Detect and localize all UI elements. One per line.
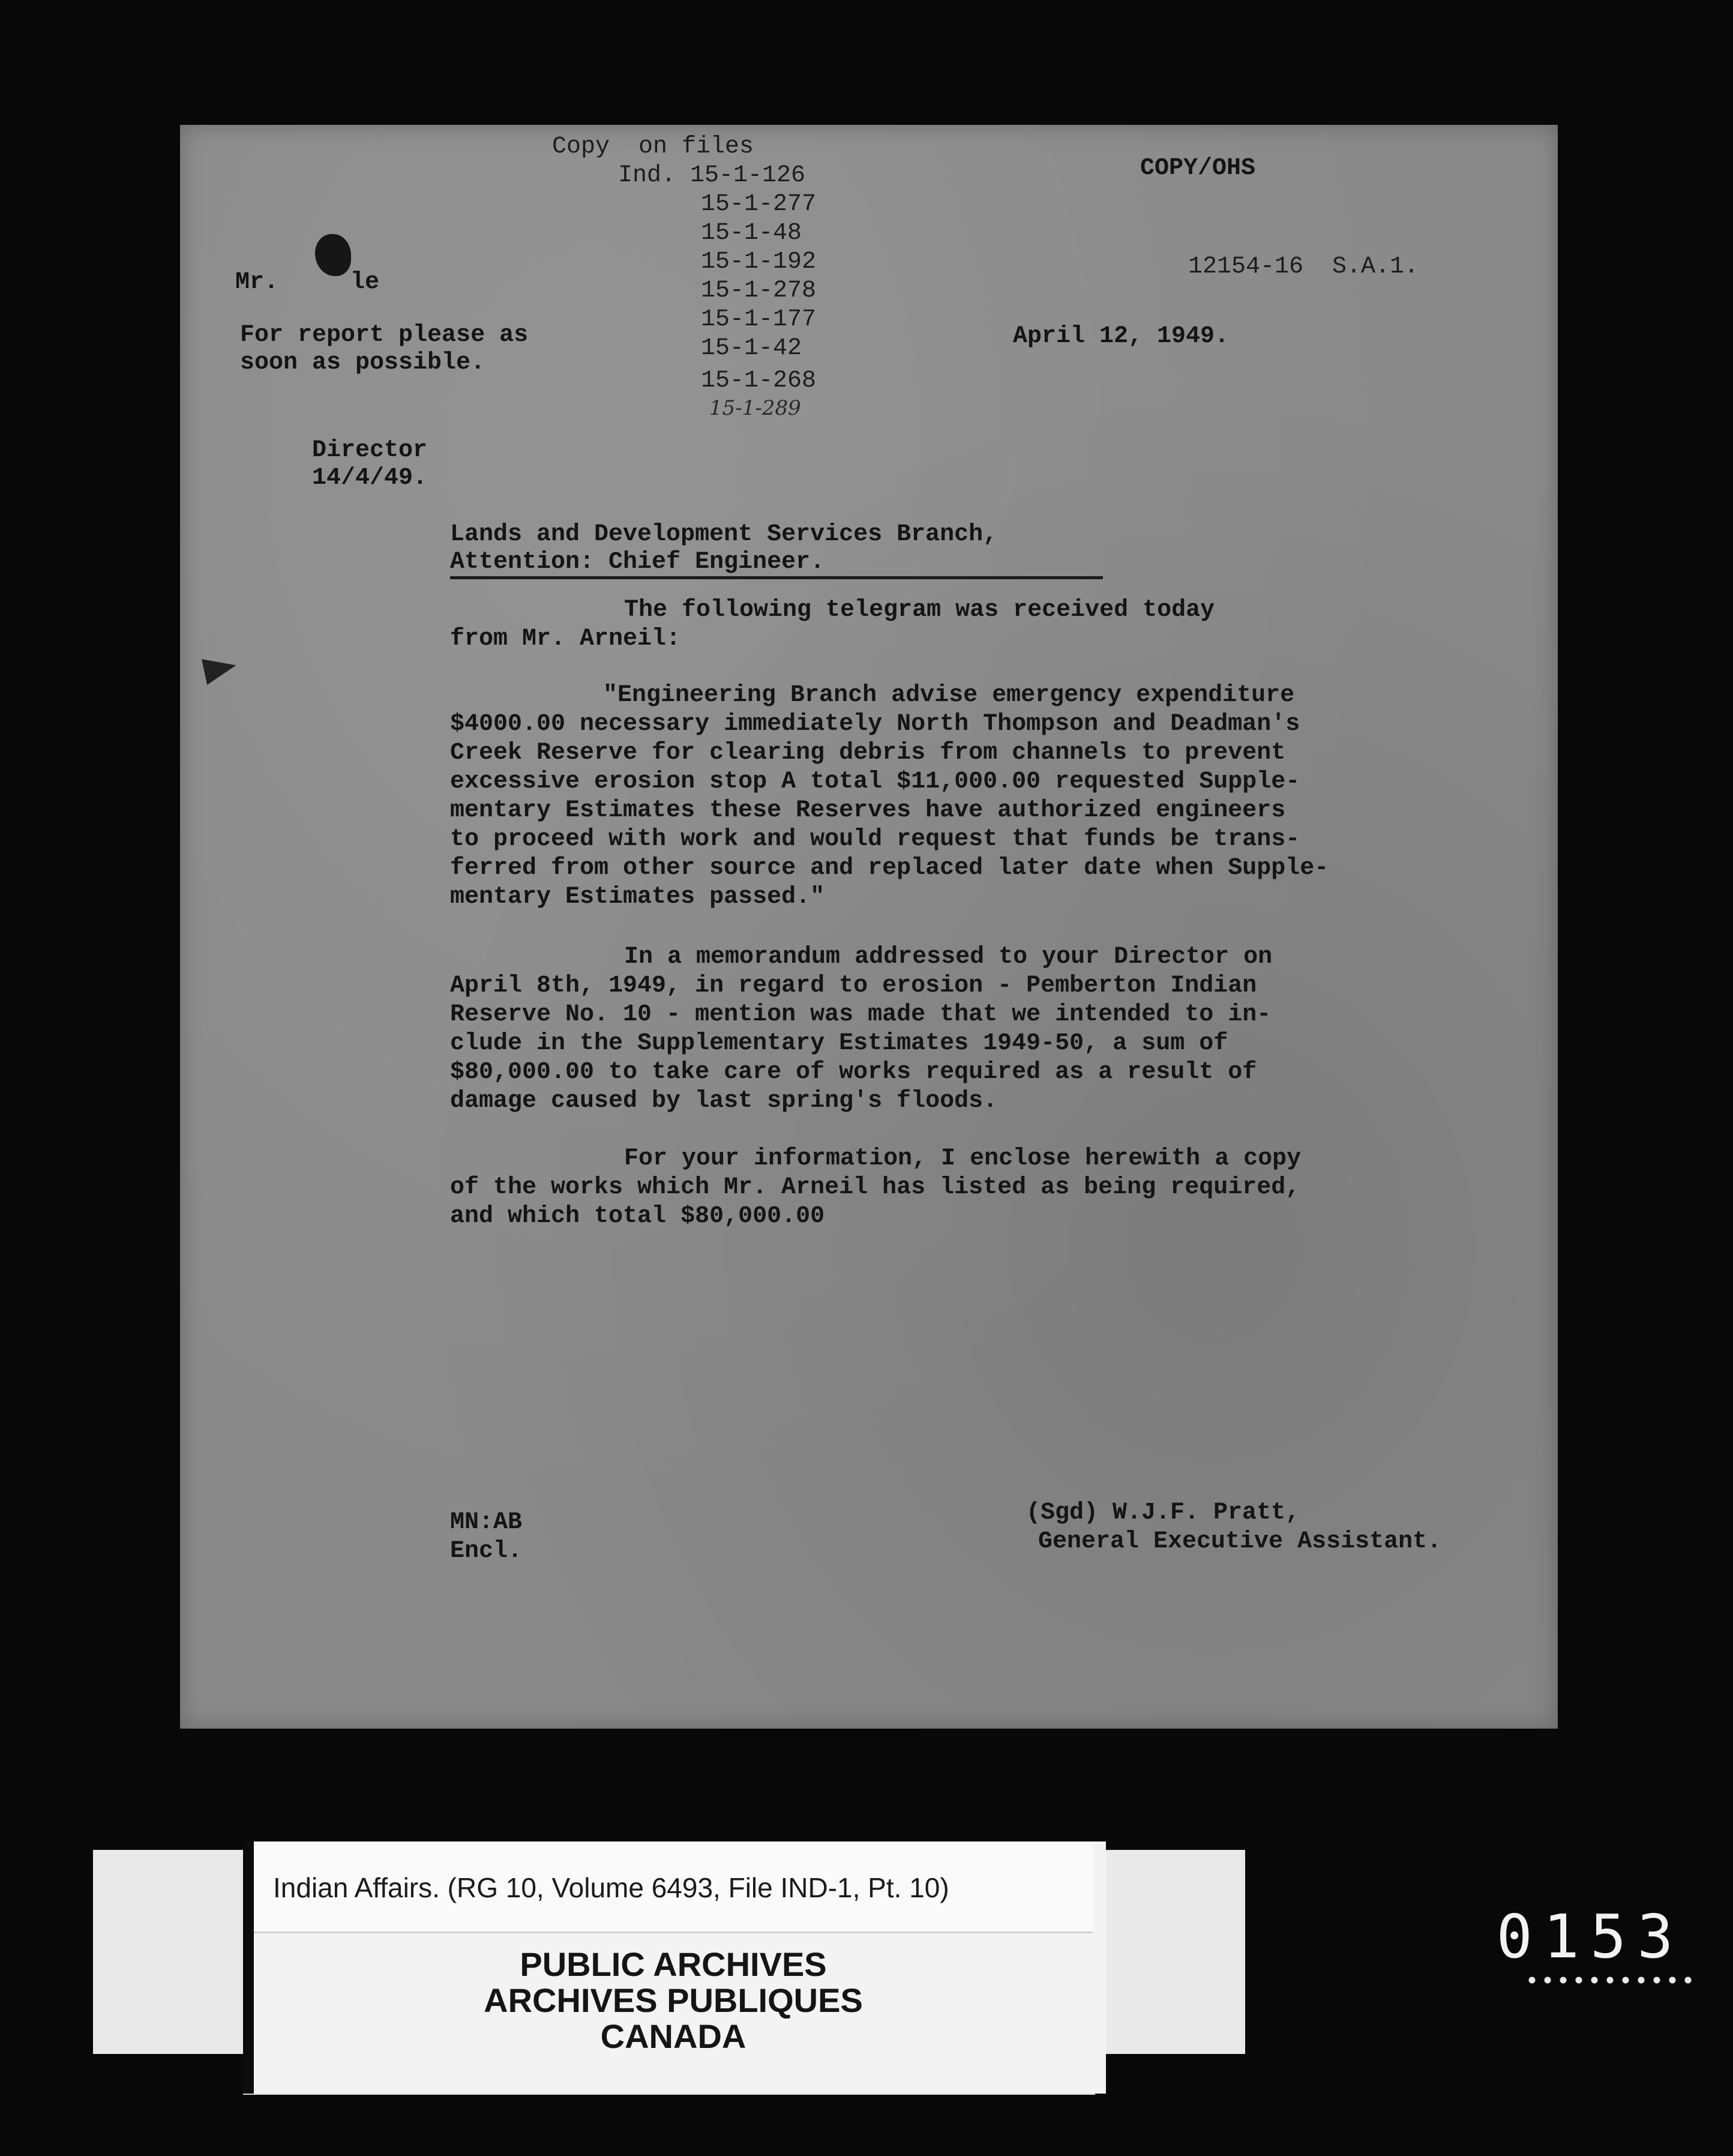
- telegram-line: Creek Reserve for clearing debris from channels to prevent: [450, 739, 1286, 766]
- page-edge-mark: [202, 652, 239, 685]
- telegram-line: mentary Estimates these Reserves have authorized engineers: [450, 797, 1286, 824]
- file-number: 15-1-278: [701, 277, 817, 304]
- telegram-line: "Engineering Branch advise emergency expenditure: [603, 682, 1295, 709]
- paragraph-line: In a memorandum addressed to your Director on: [624, 944, 1273, 971]
- telegram-line: mentary Estimates passed.": [450, 884, 825, 911]
- letter-date: April 12, 1949.: [1013, 323, 1230, 350]
- document-page: [180, 125, 1558, 1729]
- frame-number: 0153: [1496, 1902, 1684, 1972]
- file-number: 15-1-277: [701, 191, 817, 218]
- instruction-line: soon as possible.: [240, 349, 485, 376]
- archive-name-line: CANADA: [600, 2017, 746, 2055]
- telegram-line: ferred from other source and replaced later date when Supple-: [450, 855, 1329, 882]
- copy-stamp: COPY/OHS: [1140, 155, 1256, 182]
- paragraph-line: April 8th, 1949, in regard to erosion - Pemberton Indian: [450, 972, 1257, 999]
- file-number: 15-1-48: [701, 220, 802, 247]
- director-note: Director: [312, 437, 428, 464]
- paragraph-line: and which total $80,000.00: [450, 1203, 825, 1230]
- paragraph-line: Reserve No. 10 - mention was made that we intended to in-: [450, 1001, 1272, 1028]
- file-reference: 12154-16 S.A.1.: [1188, 253, 1419, 280]
- archive-label: [243, 1841, 1106, 2094]
- copy-on-files-label: Copy on files: [552, 133, 754, 160]
- instruction-line: For report please as: [240, 322, 529, 349]
- archive-name-line: PUBLIC ARCHIVES: [520, 1945, 827, 1983]
- telegram-line: excessive erosion stop A total $11,000.00 requested Supple-: [450, 768, 1300, 795]
- paragraph-line: The following telegram was received today: [624, 597, 1215, 624]
- paragraph-line: $80,000.00 to take care of works required as a result of: [450, 1059, 1257, 1086]
- archive-name: [254, 1947, 1093, 2055]
- signature-name: (Sgd) W.J.F. Pratt,: [1026, 1499, 1300, 1526]
- recipient-attention: Attention: Chief Engineer.: [450, 549, 1103, 579]
- archive-reference: Indian Affairs. (RG 10, Volume 6493, File IND-1, Pt. 10): [273, 1872, 949, 1903]
- paragraph-line: For your information, I enclose herewith a copy: [624, 1145, 1302, 1172]
- paragraph-line: clude in the Supplementary Estimates 1949-50, a sum of: [450, 1030, 1228, 1057]
- file-number: 15-1-177: [701, 306, 817, 333]
- paragraph-line: damage caused by last spring's floods.: [450, 1088, 998, 1115]
- handwritten-file-number: 15-1-289: [709, 396, 801, 420]
- paragraph-line: from Mr. Arneil:: [450, 625, 681, 652]
- file-number: 15-1-192: [701, 248, 817, 276]
- paragraph-line: of the works which Mr. Arneil has listed as being required,: [450, 1174, 1300, 1201]
- file-number: 15-1-268: [701, 367, 817, 394]
- archive-reference-box: [254, 1841, 1093, 1933]
- director-date: 14/4/49.: [312, 465, 428, 492]
- telegram-line: $4000.00 necessary immediately North Thompson and Deadman's: [450, 711, 1300, 738]
- signature-title: General Executive Assistant.: [1038, 1528, 1442, 1555]
- enclosure-note: Encl.: [450, 1538, 523, 1565]
- recipient-line: Lands and Development Services Branch,: [450, 521, 998, 548]
- addressee: Mr. le: [235, 269, 380, 296]
- telegram-line: to proceed with work and would request that funds be trans-: [450, 826, 1300, 853]
- typist-initials: MN:AB: [450, 1509, 523, 1536]
- file-number: Ind. 15-1-126: [618, 162, 806, 189]
- archive-name-line: ARCHIVES PUBLIQUES: [484, 1981, 863, 2019]
- film-perforations: [1524, 1976, 1698, 1984]
- file-number: 15-1-42: [701, 335, 802, 362]
